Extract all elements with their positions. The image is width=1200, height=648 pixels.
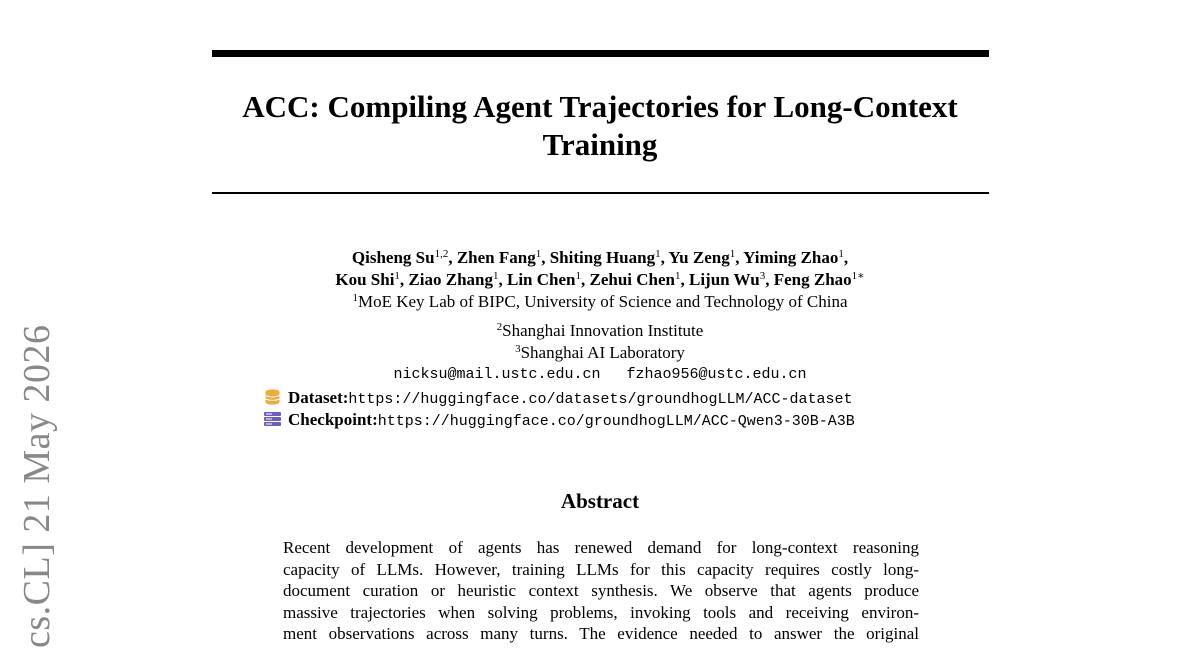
author-sup: 1: [575, 270, 581, 282]
affiliation-text: Shanghai Innovation Institute: [502, 321, 704, 340]
author-name: Zhen Fang: [456, 248, 536, 267]
author-name: Lijun Wu: [688, 270, 760, 289]
database-icon: [263, 389, 282, 405]
author-sup: 1: [729, 248, 736, 260]
paper-title: [200, 88, 1000, 164]
author-sup: 3: [759, 270, 766, 282]
affiliation-2: [200, 320, 1000, 342]
author-sup: 1: [655, 248, 661, 260]
abstract-line: Recent development of agents has renewed demand for long-context reasoning: [283, 538, 919, 557]
title-top-rule: [212, 50, 989, 57]
email-line: [200, 366, 1000, 383]
affiliation-sup: 1: [352, 292, 358, 304]
dataset-label: Dataset:: [288, 388, 349, 407]
abstract-line: massive trajectories when solving problems, invoking tools and receiving environ-: [283, 602, 919, 622]
author-list: [200, 247, 1000, 313]
title-bottom-rule: [212, 192, 989, 194]
abstract-line: ment observations across many turns. The evidence needed to answer the original: [283, 624, 919, 643]
title-line-2: Training: [542, 127, 658, 162]
affiliation-sup: 2: [496, 321, 503, 333]
checkpoint-line: [263, 409, 855, 433]
dataset-link[interactable]: https://huggingface.co/datasets/groundhogLLM/ACC-dataset: [348, 391, 853, 408]
author-line-1: Qisheng Su$^{1,2}$, Zhen Fang$^1$, Shiting Huang$^1$, Yu Zeng$^1$, Yiming Zhao$^1$,: [351, 248, 849, 267]
affiliation-3: [200, 342, 1000, 364]
abstract-body: [283, 537, 919, 645]
affiliation-sup: 3: [515, 343, 521, 355]
abstract-heading: Abstract: [560, 489, 640, 513]
author-sup: 1: [535, 248, 542, 260]
author-name: Shiting Huang: [549, 248, 656, 267]
stack-icon: [263, 411, 282, 427]
checkpoint-link[interactable]: https://huggingface.co/groundhogLLM/ACC-Qwen3-30B-A3B: [377, 413, 855, 430]
abstract-line: document curation or heuristic context synthesis. We observe that agents produce: [283, 581, 919, 600]
author-name: Feng Zhao: [773, 270, 852, 289]
dataset-line: [263, 387, 853, 411]
affiliation-1: [200, 291, 1000, 313]
author-sup: 1: [394, 270, 400, 282]
author-sup: 1: [838, 248, 844, 260]
affiliation-text: Shanghai AI Laboratory: [520, 343, 685, 362]
abstract-line: capacity of LLMs. However, training LLMs for this capacity requires costly long-: [283, 559, 919, 579]
arxiv-side-stamp: cs.CL] 21 May 2026: [16, 324, 58, 648]
author-name: Kou Shi: [335, 270, 395, 289]
author-name: Yiming Zhao: [743, 248, 839, 267]
author-sup: 1: [674, 270, 681, 282]
author-name: Qisheng Su: [351, 248, 435, 267]
author-sup: 1∗: [851, 270, 865, 282]
author-name: Yu Zeng: [668, 248, 730, 267]
author-name: Ziao Zhang: [408, 270, 493, 289]
author-name: Lin Chen: [506, 270, 576, 289]
affiliation-text: MoE Key Lab of BIPC, University of Science and Technology of China: [357, 292, 848, 311]
checkpoint-label: Checkpoint:: [288, 410, 378, 429]
email-link[interactable]: fzhao956@ustc.edu.cn: [626, 366, 807, 383]
email-link[interactable]: nicksu@mail.ustc.edu.cn: [393, 366, 601, 383]
title-line-1: ACC: Compiling Agent Trajectories for Long-Context: [242, 89, 958, 124]
author-sup: 1,2: [434, 248, 449, 260]
author-line-2: Kou Shi$^1$, Ziao Zhang$^1$, Lin Chen$^1$, Zehui Chen$^1$, Lijun Wu$^3$, Feng Zhao$^{1∗}$: [335, 270, 865, 289]
author-sup: 1: [492, 270, 499, 282]
author-name: Zehui Chen: [589, 270, 675, 289]
